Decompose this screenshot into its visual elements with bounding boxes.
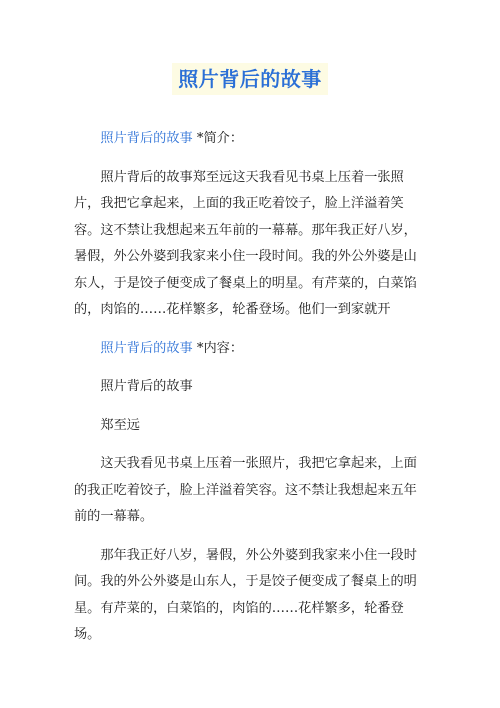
content-title: 照片背后的故事 [100,379,193,394]
spacer [74,401,430,413]
title-wrap [0,63,500,95]
section-heading-suffix: *内容： [192,340,244,356]
page-title: 照片背后的故事 [172,63,328,95]
section-heading-label: 照片背后的故事 [100,340,193,356]
spacer [74,153,430,165]
spacer [74,439,430,451]
section-heading-suffix: *简介： [192,131,244,146]
spacer [74,531,430,543]
document-body [74,126,430,649]
section-heading-content [74,336,430,363]
intro-paragraph: 照片背后的故事郑至远这天我看见书桌上压着一张照片，我把它拿起来，上面的我正吃着饺子，脸上洋溢着笑容。这不禁让我想起来五年前的一幕幕。那年我正好八岁，暑假，外公外婆到我家来小住一段时间。我的外公外婆是山东人，于是饺子便变成了餐桌上的明星。有芹菜的，白菜馅的，肉馅的……花样繁多，轮番登场。他们一到家就开 [74,169,417,317]
author-name: 郑至远 [100,417,140,433]
section-heading-label: 照片背后的故事 [100,131,193,146]
section-heading-intro [74,126,430,153]
spacer [74,362,430,374]
body-paragraph-1: 这天我看见书桌上压着一张照片，我把它拿起来，上面的我正吃着饺子，脸上洋溢着笑容。这不禁让我想起来五年前的一幕幕。 [74,456,417,524]
body-paragraph-2: 那年我正好八岁，暑假，外公外婆到我家来小住一段时间。我的外公外婆是山东人，于是饺子便变成了餐桌上的明星。有芹菜的，白菜馅的，肉馅的……花样繁多，轮番登场。 [74,547,417,642]
spacer [74,324,430,336]
